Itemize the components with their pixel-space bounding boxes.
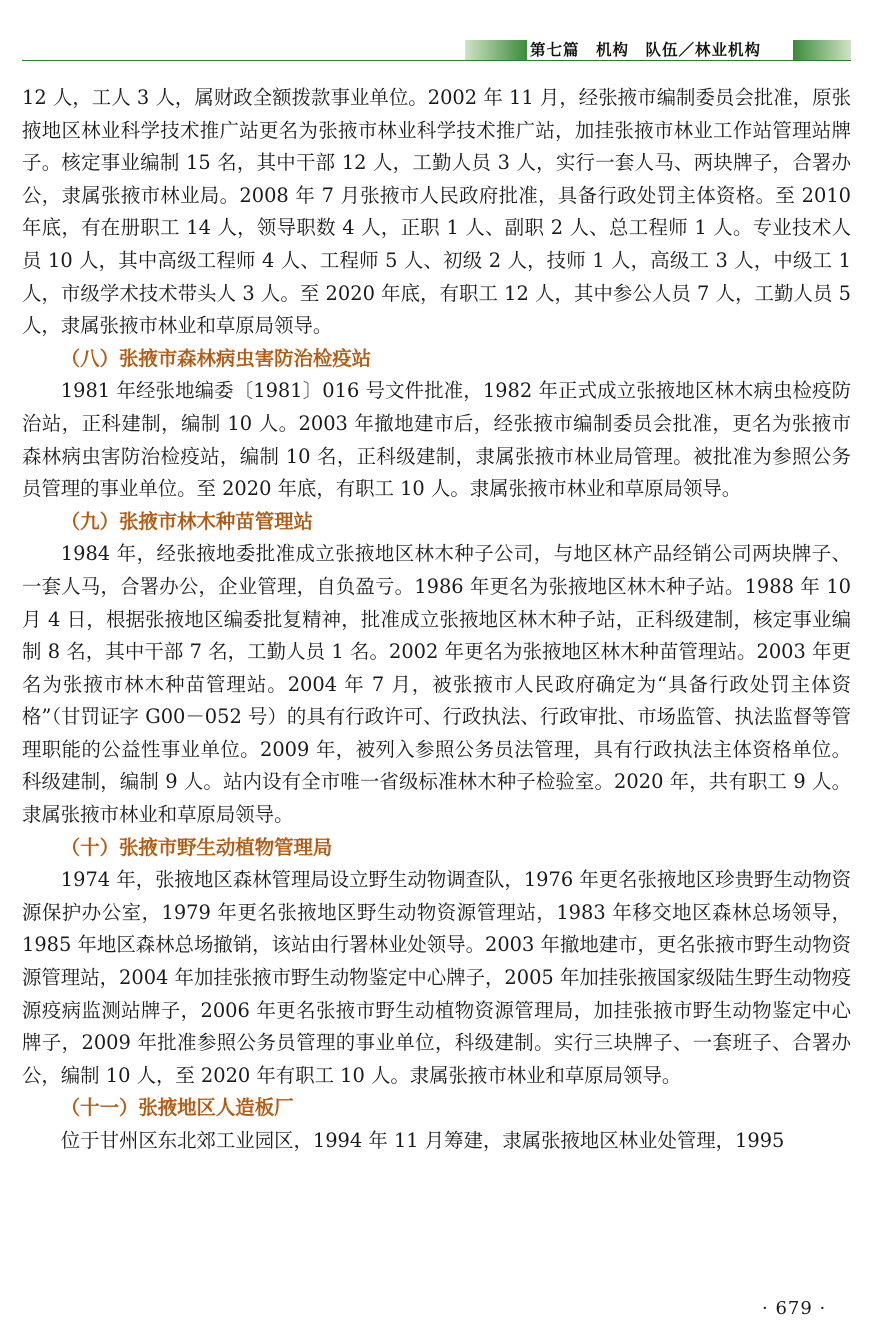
- header-rule: [22, 60, 851, 61]
- body-paragraph: 位于甘州区东北郊工业园区，1994 年 11 月筹建，隶属张掖地区林业处管理，1995: [60, 1129, 785, 1152]
- section-heading-9: （九）张掖市林木种苗管理站: [60, 509, 313, 533]
- body-paragraph: 1974 年，张掖地区森林管理局设立野生动物调查队，1976 年更名张掖地区珍贵野生动物资源保护办公室，1979 年更名张掖地区野生动物资源管理站，1983 年移交地区森林总场领导，1985 年地区森林总场撤销，该站由行署林业处领导。2003 年撤地建市，更名张掖市野生动物资源管理站，2004 年加挂张掖市野生动物鉴定中心牌子，2005 年加挂张掖国家级陆生野生动物疫源疫病监测站牌子，2006 年更名张掖市野生动植物资源管理局，加挂张掖市野生动物鉴定中心牌子，2009 年批准参照公务员管理的事业单位，科级建制。实行三块牌子、一套班子、合署办公，编制 10 人，至 2020 年有职工 10 人。隶属张掖市林业和草原局领导。: [22, 868, 851, 1087]
- section-heading-10: （十）张掖市野生动植物管理局: [60, 835, 333, 859]
- body-paragraph: 12 人，工人 3 人，属财政全额拨款事业单位。2002 年 11 月，经张掖市编制委员会批准，原张掖地区林业科学技术推广站更名为张掖市林业科学技术推广站，加挂张掖市林业工作站管理站牌子。核定事业编制 15 名，其中干部 12 人，工勤人员 3 人，实行一套人马、两块牌子，合署办公，隶属张掖市林业局。2008 年 7 月张掖市人民政府批准，具备行政处罚主体资格。至 2010 年底，有在册职工 14 人，领导职数 4 人，正职 1 人、副职 2 人、总工程师 1 人。专业技术人员 10 人，其中高级工程师 4 人、工程师 5 人、初级 2 人，技师 1 人，高级工 3 人，中级工 1 人，市级学术技术带头人 3 人。至 2020 年底，有职工 12 人，其中参公人员 7 人，工勤人员 5 人，隶属张掖市林业和草原局领导。: [22, 86, 851, 338]
- page-body: [22, 82, 851, 1158]
- running-header: [0, 40, 871, 62]
- header-decor-bar-right: [793, 40, 851, 60]
- section-heading-11: （十一）张掖地区人造板厂: [60, 1096, 294, 1120]
- body-paragraph: 1984 年，经张掖地委批准成立张掖地区林木种子公司，与地区林产品经销公司两块牌子、一套人马，合署办公，企业管理，自负盈亏。1986 年更名为张掖地区林木种子站。1988 年 10 月 4 日，根据张掖地区编委批复精神，批准成立张掖地区林木种子站，正科级建制，核定事业编制 8 名，其中干部 7 名，工勤人员 1 名。2002 年更名为张掖地区林木种苗管理站。2003 年更名为张掖市林木种苗管理站。2004 年 7 月，被张掖市人民政府确定为“具备行政处罚主体资格”（甘罚证字 G00－052 号）的具有行政许可、行政执法、行政审批、市场监管、执法监督等管理职能的公益性事业单位。2009 年，被列入参照公务员法管理，具有行政执法主体资格单位。科级建制，编制 9 人。站内设有全市唯一省级标准林木种子检验室。2020 年，共有职工 9 人。隶属张掖市林业和草原局领导。: [22, 542, 851, 827]
- header-decor-bar-left: [465, 40, 527, 60]
- header-section-title: 第七篇 机构 队伍／林业机构: [530, 41, 762, 59]
- section-heading-8: （八）张掖市森林病虫害防治检疫站: [60, 346, 372, 370]
- page-number: · 679 ·: [762, 1298, 827, 1319]
- body-paragraph: 1981 年经张地编委〔1981〕016 号文件批准，1982 年正式成立张掖地区林木病虫检疫防治站，正科建制，编制 10 人。2003 年撤地建市后，经张掖市编制委员会批准，更名为张掖市森林病虫害防治检疫站，编制 10 名，正科级建制，隶属张掖市林业局管理。被批准为参照公务员管理的事业单位。至 2020 年底，有职工 10 人。隶属张掖市林业和草原局领导。: [22, 379, 851, 501]
